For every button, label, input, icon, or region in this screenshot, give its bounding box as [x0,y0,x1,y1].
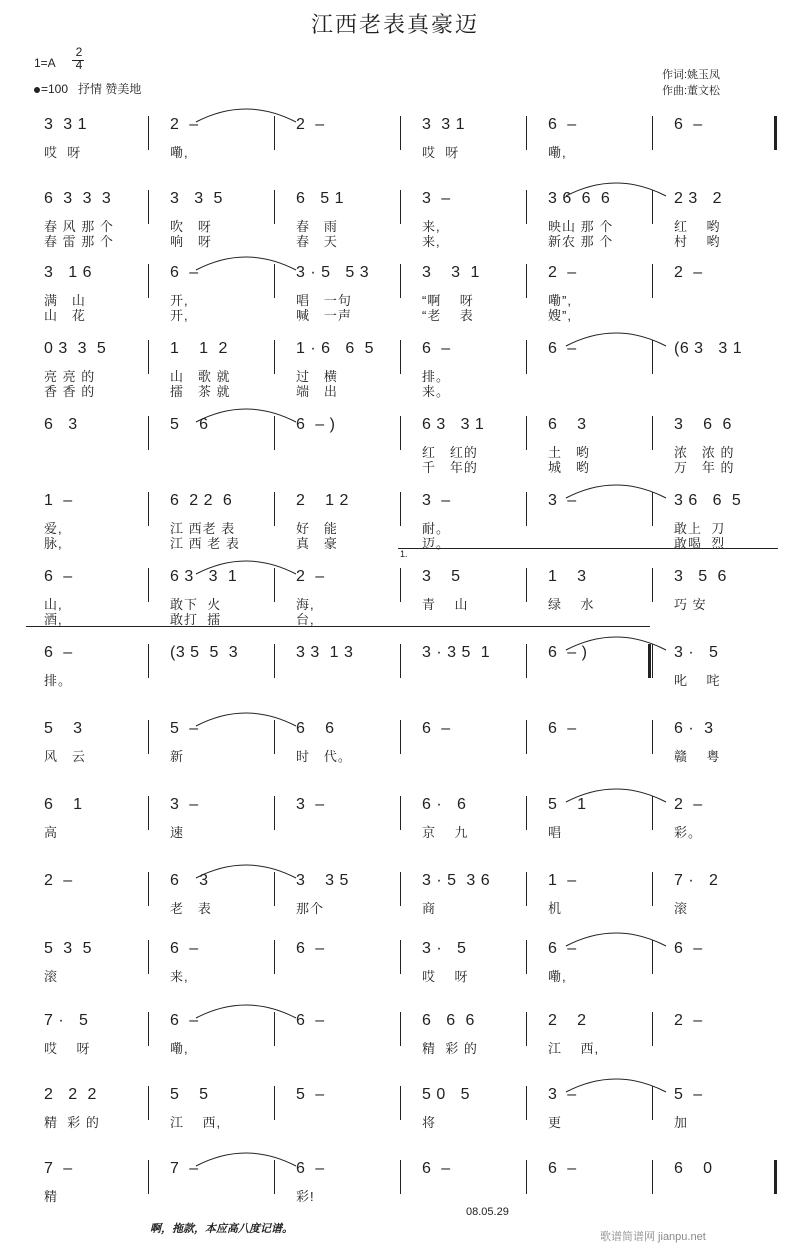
lyric-verse-1: 耐。 [422,521,451,536]
lyric-verse-1: 红 哟 [674,219,721,234]
lyric-verse-1: 满 山 [44,293,86,308]
measure-notes: 2 – [674,264,703,281]
measure-notes: 2 – [296,116,325,133]
lyric-verse-1: 来, [422,219,441,234]
lyric-verse-2: 香 香 的 [44,384,96,399]
measure-notes: 6 – ) [548,644,588,661]
lyric-verse-1: 滚 [44,969,59,984]
lyric-verse-2: “老 表 [422,308,474,323]
measure-notes: 5 6 [170,416,209,433]
lyric-verse-1: 土 哟 [548,445,590,460]
measure-notes: 6 – [170,940,199,957]
lyric-verse-2: 敢打 擂 [170,612,222,627]
measure-notes: 3 – [548,1086,577,1103]
measure-notes: 6 0 [674,1160,713,1177]
slur-arc [566,183,666,196]
measure-notes: 3 1 6 [44,264,92,281]
lyric-verse-1: 亮 亮 的 [44,369,96,384]
date-stamp: 08.05.29 [466,1206,509,1218]
lyric-verse-1: 红 红的 [422,445,478,460]
lyric-verse-1: 唱 [548,825,563,840]
measure-notes: 3 3 5 [296,872,349,889]
slur-arcs [26,174,778,204]
measure-notes: 6 – [170,264,199,281]
measure-notes: 1 1 2 [170,340,228,357]
measure-notes: 3 · 5 [422,940,467,957]
lyric-verse-1: 商 [422,901,437,916]
measure-notes: 1 – [548,872,577,889]
measure-notes: 1 3 [548,568,587,585]
lyric-verse-1: 排。 [422,369,451,384]
lyric-verse-1: 彩。 [674,825,703,840]
lyric-verse-1: 浓 浓 的 [674,445,735,460]
measure-notes: 5 3 5 [44,940,92,957]
measure-notes: 6 · 3 [674,720,714,737]
measure-notes: 5 1 [548,796,587,813]
lyric-verse-1: 春 风 那 个 [44,219,114,234]
lyric-verse-1: 高 [44,825,59,840]
slur-arc [196,409,296,422]
slur-arc [566,333,666,346]
lyric-verse-1: 巧 安 [674,597,707,612]
lyric-verse-2: 迈。 [422,536,451,551]
measure-notes: 2 2 2 [44,1086,97,1103]
lyric-verse-1: 嘞”, [548,293,572,308]
slur-arcs [26,1070,778,1100]
measure-notes: 6 – [548,116,577,133]
slur-arc [566,637,666,650]
footnote: 啊，拖款，本应高八度记谱。 [150,1223,293,1235]
measure-notes: 3 3 5 [170,190,223,207]
lyric-verse-2: 春 雷 那 个 [44,234,114,249]
lyric-verse-1: 京 九 [422,825,469,840]
slur-arc [196,257,296,270]
slur-arcs [26,856,778,886]
measure-notes: 2 3 2 [674,190,722,207]
slur-arc [196,561,296,574]
measure-notes: 6 6 [296,720,335,737]
key-signature: 1=A [34,56,56,70]
measure-notes: 6 – [422,340,451,357]
lyric-verse-2: 嫂”, [548,308,572,323]
slur-arc [196,1005,296,1018]
lyric-verse-1: 江 西, [170,1115,222,1130]
measure-notes: 3 · 5 5 3 [296,264,370,281]
lyric-verse-1: 来, [170,969,189,984]
measure-notes: 6 – ) [296,416,336,433]
measure-notes: 1 · 6 6 5 [296,340,375,357]
measure-notes: 6 – [422,1160,451,1177]
lyric-verse-1: 江 西老 表 [170,521,236,536]
lyric-verse-2: 来。 [422,384,451,399]
lyric-verse-1: 老 表 [170,901,212,916]
measure-notes: 7 – [44,1160,73,1177]
measure-notes: 6 2 2 6 [170,492,233,509]
measure-notes: 6 – [548,1160,577,1177]
measure-notes: 2 2 [548,1012,587,1029]
measure-notes: 3 · 5 3 6 [422,872,491,889]
measure-notes: 5 – [170,720,199,737]
composer-credit: 作曲:董文松 [662,85,721,97]
lyric-verse-2: 敢喝 烈 [674,536,726,551]
measure-notes: 6 3 3 1 [170,568,238,585]
slur-arcs [26,400,778,430]
lyric-verse-1: 哎 呀 [422,145,460,160]
measure-notes: 2 – [674,796,703,813]
measure-notes: 6 3 [170,872,209,889]
lyric-verse-1: 山 歌 就 [170,369,231,384]
quarter-note-icon [34,87,40,93]
lyric-verse-2: 端 出 [296,384,338,399]
lyric-verse-2: 江 西 老 表 [170,536,240,551]
slur-arcs [26,248,778,278]
lyric-verse-2: 真 豪 [296,536,338,551]
lyric-verse-1: 时 代。 [296,749,352,764]
measure-notes: 7 · 5 [44,1012,89,1029]
time-signature [72,46,86,72]
measure-notes: 2 1 2 [296,492,349,509]
measure-notes: 6 3 3 1 [422,416,485,433]
measure-notes: 6 – [674,116,703,133]
measure-notes: 6 – [170,1012,199,1029]
lyric-verse-2: 新农 那 个 [548,234,614,249]
measure-notes: 3 3 1 [422,264,480,281]
lyric-verse-1: 速 [170,825,185,840]
slur-arc [566,789,666,802]
lyric-verse-1: 绿 水 [548,597,595,612]
measure-notes: 5 3 [44,720,83,737]
watermark: 歌谱简谱网 jianpu.net [600,1231,706,1243]
slur-arc [196,713,296,726]
slur-arc [196,865,296,878]
lyric-verse-1: 敢上 刀 [674,521,726,536]
measure-notes: 3 5 [422,568,461,585]
measure-notes: (3 5 5 3 [170,644,239,661]
lyric-verse-1: 唱 一句 [296,293,352,308]
measure-notes: 2 – [44,872,73,889]
lyric-verse-1: 彩! [296,1189,315,1204]
lyric-verse-1: 哎 呀 [44,145,82,160]
lyric-verse-2: 开, [170,308,189,323]
measure-notes: 6 – [296,1012,325,1029]
measure-notes: 6 6 6 [422,1012,475,1029]
measure-notes: 6 3 [44,416,78,433]
measure-notes: 2 – [170,116,199,133]
lyric-verse-2: 擂 茶 就 [170,384,231,399]
measure-notes: 5 5 [170,1086,209,1103]
lyric-verse-1: 嘞, [170,145,189,160]
lyric-verse-1: 敢下 火 [170,597,222,612]
slur-arcs [26,996,778,1026]
lyric-verse-2: 酒, [44,612,63,627]
lyric-verse-2: 脉, [44,536,63,551]
slur-arc [566,1079,666,1092]
time-signature-line [72,60,84,61]
measure-notes: 0 3 3 5 [44,340,107,357]
measure-notes: 6 – [674,940,703,957]
measure-notes: 3 · 3 5 1 [422,644,491,661]
lyric-verse-2: 万 年 的 [674,460,735,475]
measure-notes: 3 6 6 6 [548,190,611,207]
lyric-verse-1: 吹 呀 [170,219,212,234]
slur-arcs [26,324,778,354]
volta-bracket-2 [26,626,650,627]
measure-notes: 6 3 3 3 [44,190,112,207]
lyric-verse-1: 将 [422,1115,437,1130]
lyric-verse-1: 叱 咤 [674,673,721,688]
measure-notes: 6 – [548,340,577,357]
lyric-verse-1: 赣 粤 [674,749,721,764]
lyric-verse-1: 那个 [296,901,325,916]
measure-notes: 2 – [674,1012,703,1029]
slur-arc [566,933,666,946]
measure-notes: 3 3 1 [422,116,466,133]
slur-arcs [26,628,778,658]
measure-notes: 6 3 [548,416,587,433]
time-numerator: 2 [75,45,83,59]
slur-arcs [26,1144,778,1174]
lyric-verse-1: “啊 呀 [422,293,474,308]
lyric-verse-1: 好 能 [296,521,338,536]
lyric-verse-1: 风 云 [44,749,86,764]
measure-notes: 6 · 6 [422,796,467,813]
measure-notes: 3 6 6 [674,416,732,433]
lyric-verse-1: 山, [44,597,63,612]
lyric-verse-1: 更 [548,1115,563,1130]
time-denominator: 4 [75,58,83,72]
measure-notes: 5 0 5 [422,1086,470,1103]
lyric-verse-1: 嘞, [548,969,567,984]
volta-bracket-1 [398,548,778,549]
lyric-verse-1: 精 彩 的 [422,1041,478,1056]
measure-notes: 3 – [422,492,451,509]
measure-notes: 3 5 6 [674,568,727,585]
song-title: 江西老表真豪迈 [310,12,479,37]
measure-notes: 6 – [422,720,451,737]
tempo-value: =100 [41,82,69,96]
slur-arcs [26,780,778,810]
lyric-verse-2: 千 年的 [422,460,478,475]
slur-arcs [26,476,778,506]
lyric-verse-1: 嘞, [170,1041,189,1056]
measure-notes: 6 – [296,1160,325,1177]
lyric-verse-2: 来, [422,234,441,249]
lyric-verse-2: 喊 一声 [296,308,352,323]
measure-notes: 6 – [44,644,73,661]
lyric-verse-2: 春 天 [296,234,338,249]
measure-notes: 3 3 1 [44,116,88,133]
measure-notes: (6 3 3 1 [674,340,743,357]
slur-arc [566,485,666,498]
measure-notes: 2 – [548,264,577,281]
measure-notes: 3 – [170,796,199,813]
volta-label: 1. [400,549,408,559]
lyricist-credit: 作词:姚玉凤 [662,69,721,81]
lyric-verse-1: 青 山 [422,597,469,612]
measure-notes: 3 · 5 [674,644,719,661]
lyric-verse-1: 排。 [44,673,73,688]
lyric-verse-1: 开, [170,293,189,308]
measure-notes: 3 – [548,492,577,509]
lyric-verse-1: 过 横 [296,369,338,384]
measure-notes: 7 – [170,1160,199,1177]
lyric-verse-1: 映山 那 个 [548,219,614,234]
measure-notes: 2 – [296,568,325,585]
lyric-verse-2: 城 哟 [548,460,590,475]
measure-notes: 6 – [296,940,325,957]
lyric-verse-1: 新 [170,749,185,764]
measure-notes: 3 – [422,190,451,207]
measure-notes: 5 – [296,1086,325,1103]
lyric-verse-2: 山 花 [44,308,86,323]
tempo-marking [34,80,141,97]
lyric-verse-1: 春 雨 [296,219,338,234]
lyric-verse-1: 海, [296,597,315,612]
slur-arcs [26,704,778,734]
slur-arc [196,1153,296,1166]
slur-arcs [26,100,778,130]
lyric-verse-1: 哎 呀 [422,969,469,984]
slur-arc [196,109,296,122]
lyric-verse-1: 精 彩 的 [44,1115,100,1130]
measure-notes: 7 · 2 [674,872,719,889]
measure-notes: 3 3 1 3 [296,644,354,661]
lyric-verse-1: 滚 [674,901,689,916]
measure-notes: 6 5 1 [296,190,344,207]
slur-arcs [26,924,778,954]
lyric-verse-1: 机 [548,901,563,916]
lyric-verse-1: 加 [674,1115,689,1130]
lyric-verse-1: 哎 呀 [44,1041,91,1056]
lyric-verse-1: 嘞, [548,145,567,160]
expression-marking: 抒情 赞美地 [78,82,142,96]
measure-notes: 6 – [548,940,577,957]
measure-notes: 3 – [296,796,325,813]
measure-notes: 5 – [674,1086,703,1103]
measure-notes: 6 – [44,568,73,585]
lyric-verse-1: 江 西, [548,1041,600,1056]
measure-notes: 6 – [548,720,577,737]
measure-notes: 3 6 6 5 [674,492,742,509]
lyric-verse-2: 响 呀 [170,234,212,249]
lyric-verse-1: 爱, [44,521,63,536]
measure-notes: 1 – [44,492,73,509]
measure-notes: 6 1 [44,796,83,813]
lyric-verse-2: 台, [296,612,315,627]
lyric-verse-2: 村 哟 [674,234,721,249]
lyric-verse-1: 精 [44,1189,59,1204]
